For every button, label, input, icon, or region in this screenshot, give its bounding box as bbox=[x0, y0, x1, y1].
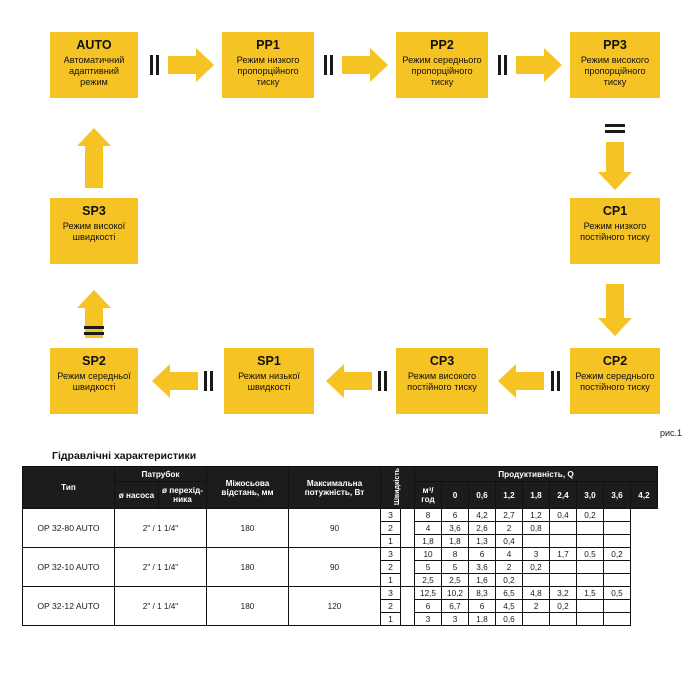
header-power: Максимальна потужність, Вт bbox=[289, 467, 381, 509]
mode-desc: Режим середньої швидкості bbox=[57, 371, 131, 392]
cell-h: 1,3 bbox=[469, 535, 496, 548]
arrow-cp3-to-sp1 bbox=[326, 364, 372, 398]
mode-code: SP1 bbox=[257, 354, 281, 368]
cell-h: 0,8 bbox=[523, 522, 550, 535]
cell-h bbox=[577, 574, 604, 587]
cell-h: 3,6 bbox=[469, 561, 496, 574]
header-pipe-pump: ø насоса bbox=[115, 482, 159, 509]
cell-h: 10 bbox=[415, 548, 442, 561]
cell-h bbox=[604, 561, 631, 574]
cell-h: 0,4 bbox=[550, 509, 577, 522]
header-type: Тип bbox=[23, 467, 115, 509]
cell-h: 0,6 bbox=[496, 613, 523, 626]
header-q-7: 4,2 bbox=[631, 482, 658, 509]
cell-pipe: 2" / 1 1/4" bbox=[115, 587, 207, 626]
cell-type: OP 32-80 AUTO bbox=[23, 509, 115, 548]
mode-code: AUTO bbox=[76, 38, 112, 52]
arrow-pp2-to-pp3 bbox=[516, 48, 562, 82]
cell-h bbox=[577, 522, 604, 535]
unit-h-label: Напір, м bbox=[404, 513, 411, 541]
mode-node-cp1[interactable] bbox=[570, 198, 660, 264]
cell-h: 2,5 bbox=[442, 574, 469, 587]
cell-h: 4 bbox=[415, 522, 442, 535]
arrow-sp3-to-auto bbox=[77, 128, 111, 186]
arrow-pp3-to-cp1 bbox=[598, 144, 632, 190]
cell-h: 0,5 bbox=[604, 587, 631, 600]
mode-desc: Режим високого пропорційного тиску bbox=[580, 55, 650, 87]
cell-h: 0,2 bbox=[496, 574, 523, 587]
cell-h: 4 bbox=[496, 548, 523, 561]
cell-h: 6 bbox=[469, 600, 496, 613]
cell-h: 2 bbox=[523, 600, 550, 613]
cell-unit-h bbox=[401, 587, 415, 626]
cell-h: 0,2 bbox=[550, 600, 577, 613]
cell-h: 3 bbox=[442, 613, 469, 626]
mode-code: PP3 bbox=[603, 38, 627, 52]
table-row bbox=[23, 548, 658, 561]
mode-desc: Режим низької швидкості bbox=[238, 371, 300, 392]
cell-h: 3,2 bbox=[550, 587, 577, 600]
mode-code: SP2 bbox=[82, 354, 106, 368]
cell-h: 1,8 bbox=[442, 535, 469, 548]
cell-h bbox=[604, 574, 631, 587]
mode-node-cp2[interactable] bbox=[570, 348, 660, 414]
mode-node-sp2[interactable] bbox=[50, 348, 138, 414]
arrow-auto-to-pp1 bbox=[168, 48, 214, 82]
header-q-3: 1,8 bbox=[523, 482, 550, 509]
header-pipe-adapter: ø перехід-ника bbox=[159, 482, 207, 509]
cell-h: 0,5 bbox=[577, 548, 604, 561]
cell-speed: 3 bbox=[381, 587, 401, 600]
mode-code: CP1 bbox=[602, 204, 628, 218]
table-title: Гідравлічні характеристики bbox=[52, 450, 197, 462]
table-header-row-1 bbox=[23, 467, 658, 482]
cell-h bbox=[550, 535, 577, 548]
table-body bbox=[23, 509, 658, 626]
mode-node-pp1[interactable] bbox=[222, 32, 314, 98]
cell-h: 5 bbox=[442, 561, 469, 574]
cell-h bbox=[523, 574, 550, 587]
mode-node-pp3[interactable] bbox=[570, 32, 660, 98]
arrow-sp1-to-sp2 bbox=[152, 364, 198, 398]
mode-desc: Режим низкого постійного тиску bbox=[580, 221, 650, 242]
cell-speed: 1 bbox=[381, 613, 401, 626]
cell-h bbox=[550, 574, 577, 587]
mode-code: CP3 bbox=[429, 354, 455, 368]
cell-h bbox=[550, 561, 577, 574]
mode-desc: Режим високого постійного тиску bbox=[407, 371, 477, 392]
cell-h: 1,8 bbox=[469, 613, 496, 626]
table-row bbox=[23, 587, 658, 600]
cell-h: 0,2 bbox=[604, 548, 631, 561]
cell-h bbox=[550, 613, 577, 626]
cell-h: 6 bbox=[415, 600, 442, 613]
cell-type: OP 32-10 AUTO bbox=[23, 548, 115, 587]
cell-h bbox=[577, 535, 604, 548]
cell-h: 6,5 bbox=[496, 587, 523, 600]
mode-node-auto[interactable] bbox=[50, 32, 138, 98]
figure-caption: рис.1 bbox=[659, 428, 682, 438]
cell-pipe: 2" / 1 1/4" bbox=[115, 548, 207, 587]
cell-h: 12,5 bbox=[415, 587, 442, 600]
mode-desc: Режим середнього постійного тиску bbox=[575, 371, 655, 392]
header-q-2: 1,2 bbox=[496, 482, 523, 509]
mode-desc: Автоматичний адаптивний режим bbox=[63, 55, 125, 87]
cell-h: 1,6 bbox=[469, 574, 496, 587]
cell-h: 0,2 bbox=[523, 561, 550, 574]
cell-speed: 3 bbox=[381, 548, 401, 561]
header-q-0: 0 bbox=[442, 482, 469, 509]
cell-h bbox=[604, 522, 631, 535]
cell-speed: 2 bbox=[381, 561, 401, 574]
cell-h bbox=[523, 613, 550, 626]
mode-code: SP3 bbox=[82, 204, 106, 218]
cell-h: 3 bbox=[415, 613, 442, 626]
cell-h: 1,7 bbox=[550, 548, 577, 561]
header-speed-label: Швидкість bbox=[394, 468, 401, 506]
mode-node-sp1[interactable] bbox=[224, 348, 314, 414]
cell-h: 2,6 bbox=[469, 522, 496, 535]
hydraulic-characteristics-table bbox=[22, 466, 658, 626]
cell-speed: 1 bbox=[381, 574, 401, 587]
cell-power: 120 bbox=[289, 587, 381, 626]
cell-h: 4,5 bbox=[496, 600, 523, 613]
header-q-6: 3,6 bbox=[604, 482, 631, 509]
unit-h-label: Напір, м bbox=[404, 552, 411, 580]
cell-h: 2,7 bbox=[496, 509, 523, 522]
cell-h: 3 bbox=[523, 548, 550, 561]
header-unit-q: м³/год bbox=[415, 482, 442, 509]
header-speed bbox=[381, 467, 415, 509]
cell-h: 1,8 bbox=[415, 535, 442, 548]
cell-h bbox=[550, 522, 577, 535]
cell-type: OP 32-12 AUTO bbox=[23, 587, 115, 626]
header-distance: Міжосьова відстань, мм bbox=[207, 467, 289, 509]
cell-distance: 180 bbox=[207, 548, 289, 587]
header-q-4: 2,4 bbox=[550, 482, 577, 509]
mode-code: CP2 bbox=[602, 354, 628, 368]
arrow-pp1-to-pp2 bbox=[342, 48, 388, 82]
mode-node-cp3[interactable] bbox=[396, 348, 488, 414]
header-pipe-group: Патрубок bbox=[115, 467, 207, 482]
cell-h: 6 bbox=[442, 509, 469, 522]
header-q-5: 3,0 bbox=[577, 482, 604, 509]
cell-unit-h bbox=[401, 509, 415, 548]
mode-desc: Режим середнього пропорційного тиску bbox=[402, 55, 482, 87]
cell-pipe: 2" / 1 1/4" bbox=[115, 509, 207, 548]
cell-h: 4,8 bbox=[523, 587, 550, 600]
mode-desc: Режим високої швидкості bbox=[62, 221, 126, 242]
cell-power: 90 bbox=[289, 509, 381, 548]
cell-h: 8 bbox=[442, 548, 469, 561]
cell-speed: 3 bbox=[381, 509, 401, 522]
cell-h bbox=[577, 613, 604, 626]
cell-h bbox=[577, 600, 604, 613]
arrow-cp2-to-cp3 bbox=[498, 364, 544, 398]
cell-h: 6 bbox=[469, 548, 496, 561]
cell-h: 2 bbox=[496, 561, 523, 574]
cell-speed: 2 bbox=[381, 600, 401, 613]
cell-distance: 180 bbox=[207, 509, 289, 548]
cell-h bbox=[604, 535, 631, 548]
mode-node-pp2[interactable] bbox=[396, 32, 488, 98]
cell-h: 2 bbox=[496, 522, 523, 535]
cell-h: 0,4 bbox=[496, 535, 523, 548]
cell-h: 1,5 bbox=[577, 587, 604, 600]
cell-h bbox=[577, 561, 604, 574]
cell-h: 8 bbox=[415, 509, 442, 522]
cell-distance: 180 bbox=[207, 587, 289, 626]
mode-code: PP2 bbox=[430, 38, 454, 52]
cell-h: 5 bbox=[415, 561, 442, 574]
cell-unit-h bbox=[401, 548, 415, 587]
cell-h bbox=[604, 613, 631, 626]
cell-h: 1,2 bbox=[523, 509, 550, 522]
mode-desc: Режим низкого пропорційного тиску bbox=[236, 55, 300, 87]
cell-h: 6,7 bbox=[442, 600, 469, 613]
header-q-1: 0,6 bbox=[469, 482, 496, 509]
mode-code: PP1 bbox=[256, 38, 280, 52]
cell-power: 90 bbox=[289, 548, 381, 587]
unit-h-label: Напір, м bbox=[404, 591, 411, 619]
cell-h: 10,2 bbox=[442, 587, 469, 600]
table-row bbox=[23, 509, 658, 522]
header-productivity: Продуктивність, Q bbox=[415, 467, 658, 482]
cell-h: 3,6 bbox=[442, 522, 469, 535]
cell-h: 2,5 bbox=[415, 574, 442, 587]
cell-h bbox=[604, 600, 631, 613]
cell-h bbox=[523, 535, 550, 548]
cell-speed: 2 bbox=[381, 522, 401, 535]
mode-node-sp3[interactable] bbox=[50, 198, 138, 264]
cell-speed: 1 bbox=[381, 535, 401, 548]
arrow-cp1-to-cp2 bbox=[598, 286, 632, 336]
cell-h: 0,2 bbox=[577, 509, 604, 522]
cell-h bbox=[604, 509, 631, 522]
cell-h: 4,2 bbox=[469, 509, 496, 522]
cell-h: 8,3 bbox=[469, 587, 496, 600]
arrow-sp2-to-sp3 bbox=[77, 290, 111, 336]
